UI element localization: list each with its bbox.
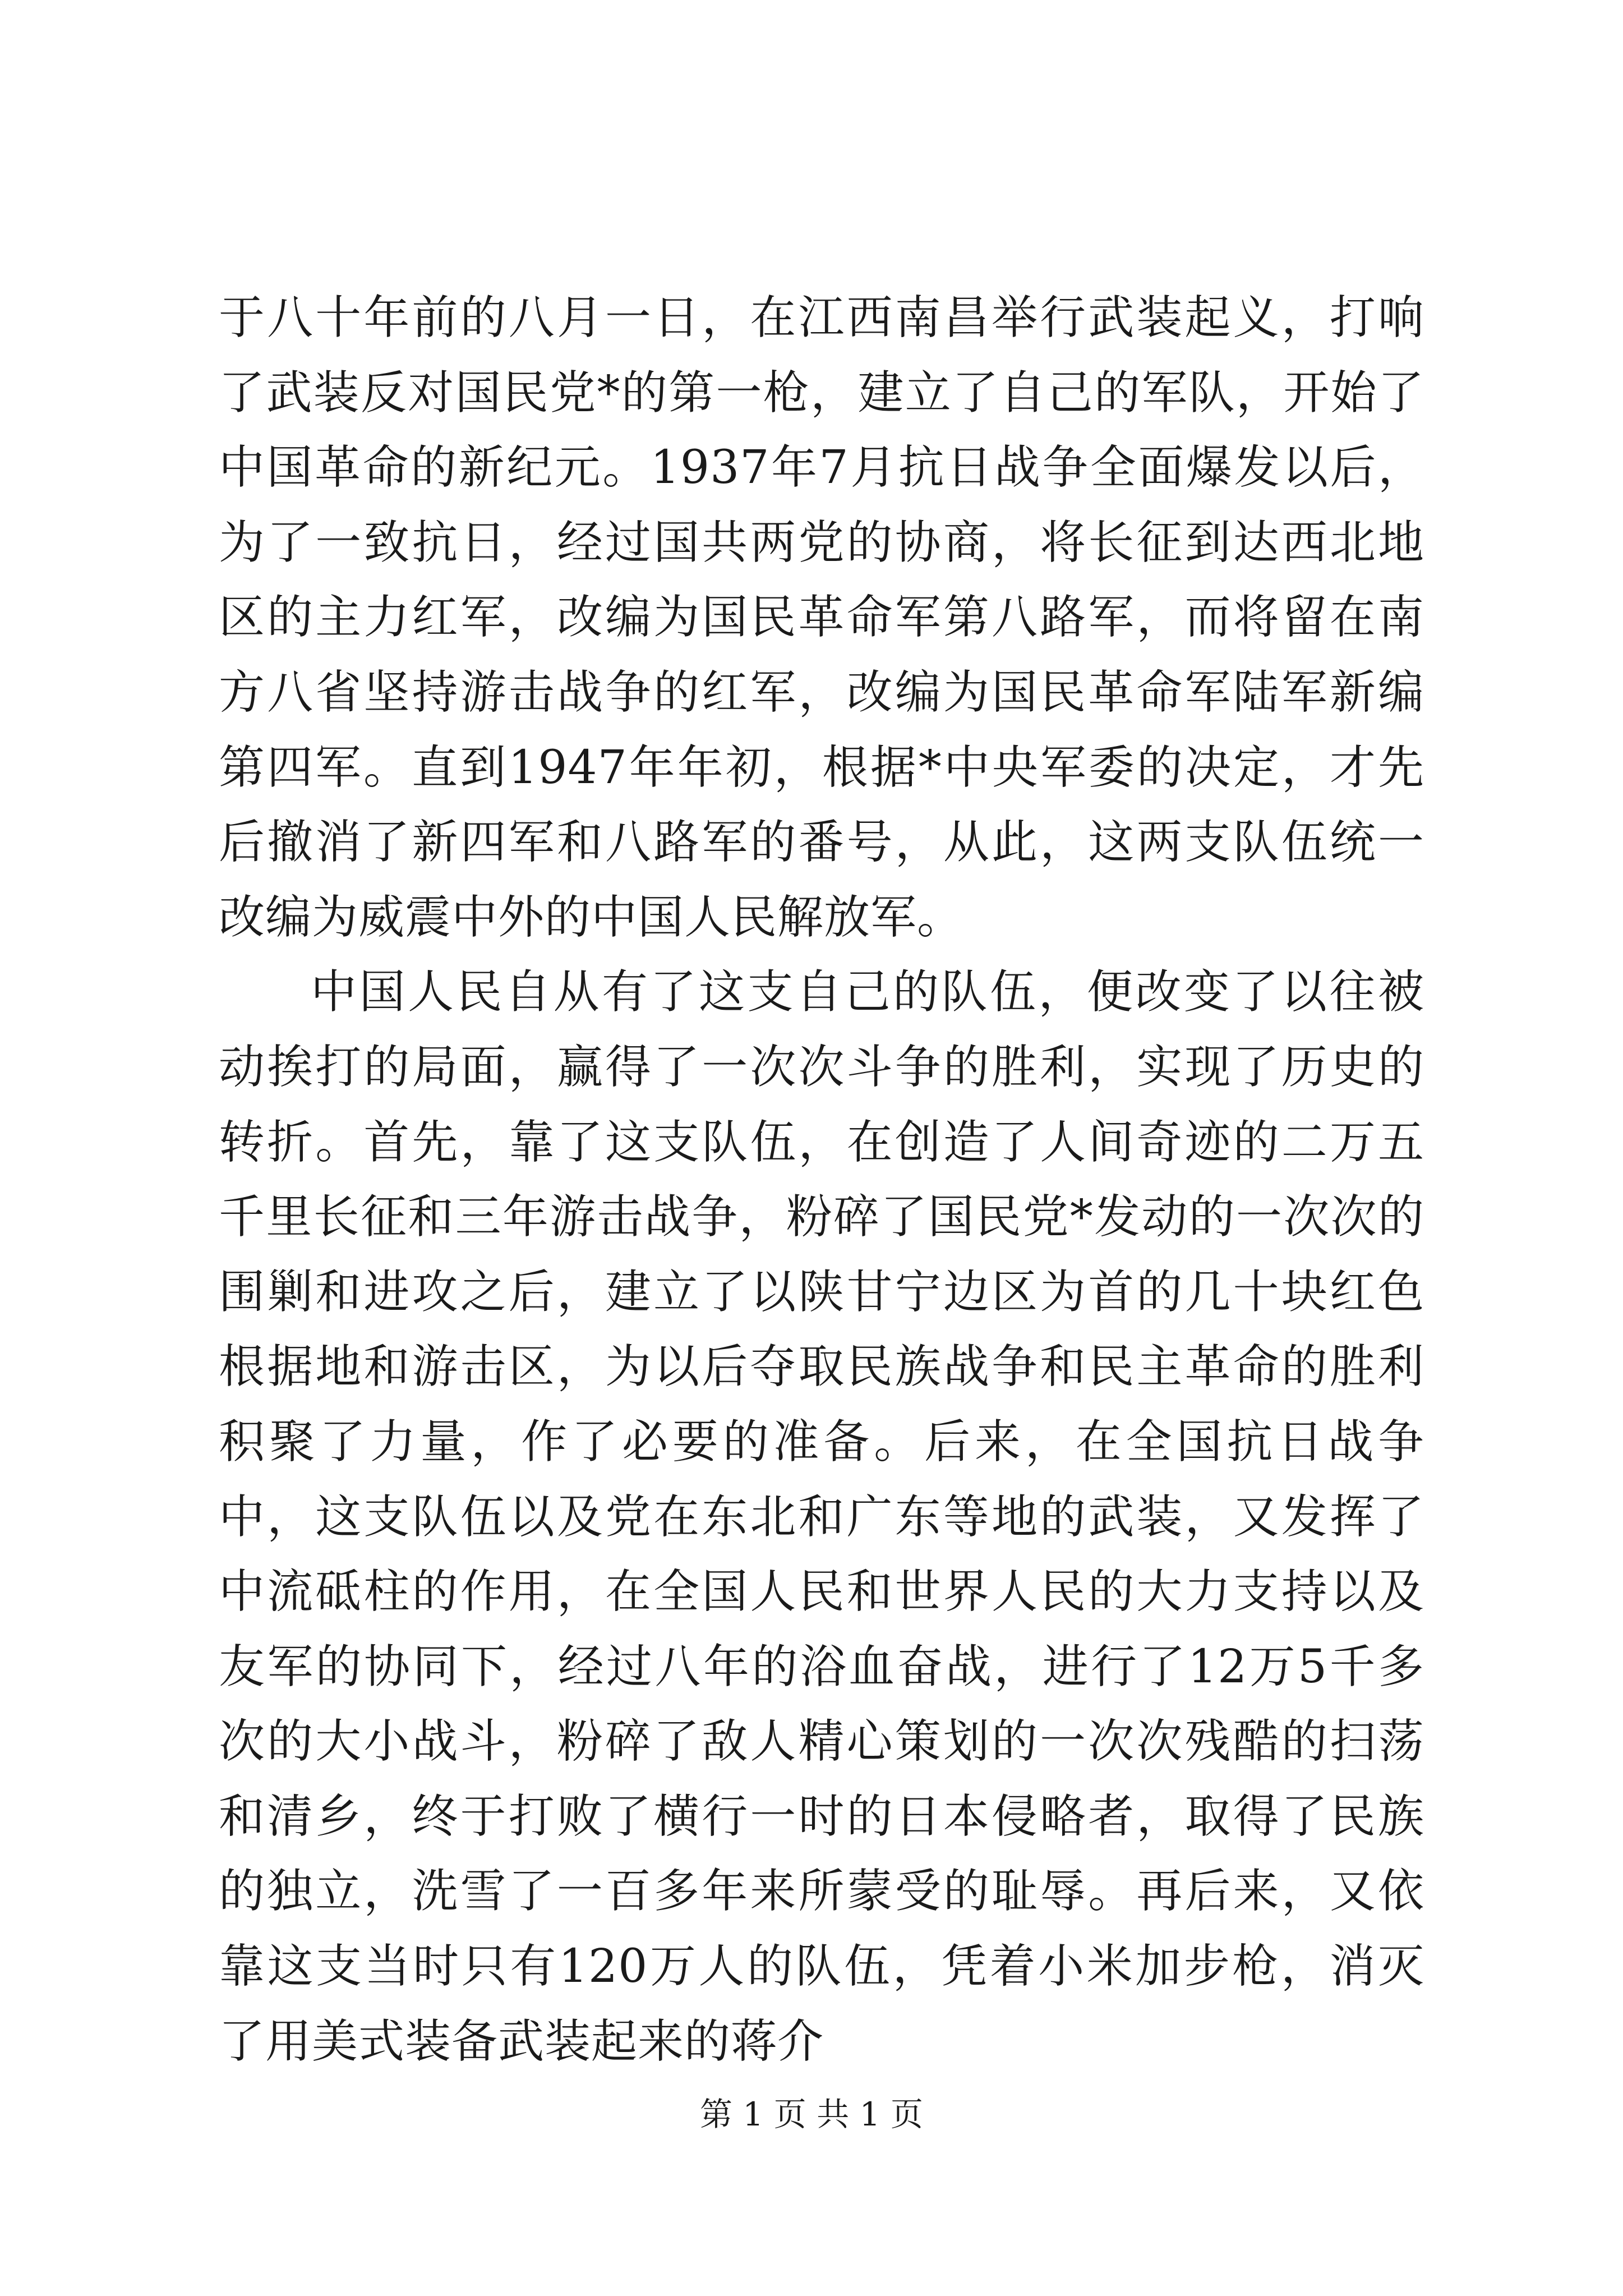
paragraph-1: 于八十年前的八月一日，在江西南昌举行武装起义，打响了武装反对国民党*的第一枪，建立了自己的军队，开始了中国革命的新纪元。1937年7月抗日战争全面爆发以后，为了一致抗日，经过国共两党的协商，将长征到达西北地区的主力红军，改编为国民革命军第八路军，而将留在南方八省坚持游击战争的红军，改编为国民革命军陆军新编第四军。直到1947年年初，根据*中央军委的决定，才先后撤消了新四军和八路军的番号，从此，这两支队伍统一改编为威震中外的中国人民解放军。 [219, 291, 1424, 944]
document-body [219, 280, 1424, 2079]
page-footer: 第 1 页 共 1 页 [700, 2095, 923, 2133]
paragraph-2: 中国人民自从有了这支自己的队伍，便改变了以往被动挨打的局面，赢得了一次次斗争的胜利，实现了历史的转折。首先，靠了这支队伍，在创造了人间奇迹的二万五千里长征和三年游击战争，粉碎了国民党*发动的一次次的围剿和进攻之后，建立了以陕甘宁边区为首的几十块红色根据地和游击区，为以后夺取民族战争和民主革命的胜利积聚了力量，作了必要的准备。后来，在全国抗日战争中，这支队伍以及党在东北和广东等地的武装，又发挥了中流砥柱的作用，在全国人民和世界人民的大力支持以及友军的协同下，经过八年的浴血奋战，进行了12万5千多次的大小战斗，粉碎了敌人精心策划的一次次残酷的扫荡和清乡，终于打败了横行一时的日本侵略者，取得了民族的独立，洗雪了一百多年来所蒙受的耻辱。再后来，又依靠这支当时只有120万人的队伍，凭着小米加步枪，消灭了用美式装备武装起来的蒋介 [219, 965, 1424, 2068]
